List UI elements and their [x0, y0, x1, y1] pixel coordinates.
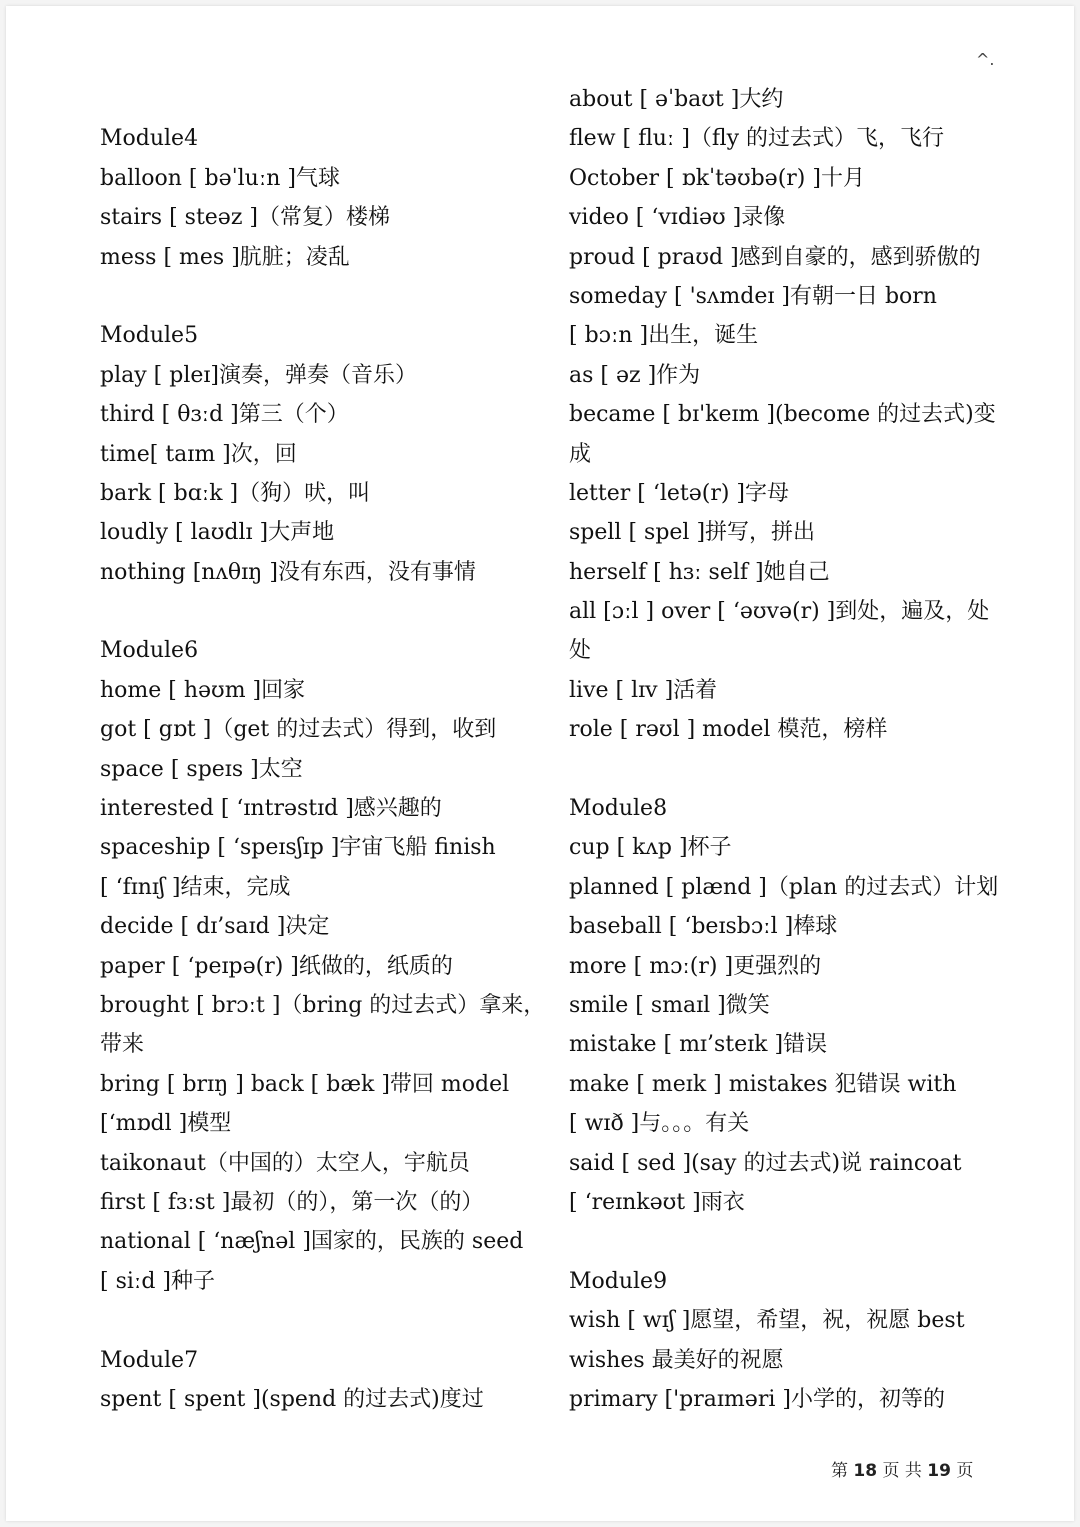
vocab-entry: live [ lɪv ]活着: [569, 677, 718, 703]
blank-line: [100, 592, 530, 631]
vocab-entry: [ bɔːn ]出生，诞生: [569, 323, 759, 349]
vocab-entry: first [ fɜːst ]最初（的），第一次（的）: [100, 1189, 484, 1215]
vocab-entry: letter [ ‘letə(r) ]字母: [569, 480, 790, 506]
right-column: [569, 80, 999, 1419]
vocab-entry: more [ mɔː(r) ]更强烈的: [569, 953, 822, 979]
blank-line: [100, 80, 530, 119]
vocab-entry: wish [ wɪʃ ]愿望，希望，祝，祝愿 best: [569, 1308, 965, 1334]
corner-mark: ^.: [976, 50, 995, 69]
vocab-entry: planned [ plænd ]（plan 的过去式）计划: [569, 874, 999, 900]
vocab-entry: make [ meɪk ] mistakes 犯错误 with: [569, 1071, 957, 1097]
vocab-entry: [ siːd ]种子: [100, 1268, 215, 1294]
vocab-entry: about [ əˈbaʊt ]大约: [569, 87, 784, 112]
vocab-entry: decide [ dɪ’saɪd ]决定: [100, 914, 330, 940]
vocab-entry: 带来: [100, 1032, 145, 1058]
vocab-entry: bring [ brɪŋ ] back [ bæk ]带回 model: [100, 1071, 510, 1097]
vocab-entry: balloon [ bəˈluːn ]气球: [100, 165, 341, 191]
blank-line: [569, 1222, 995, 1261]
vocab-entry: baseball [ ‘beɪsbɔːl ]棒球: [569, 914, 838, 940]
module-heading: Module6: [100, 638, 199, 664]
vocab-entry: herself [ hɜː self ]她自己: [569, 559, 830, 585]
module-heading: Module7: [100, 1347, 199, 1373]
left-column: [100, 80, 546, 1419]
vocab-entry: someday [ 'sʌmdeɪ ]有朝一日 born: [569, 283, 937, 309]
vocab-entry: spent [ spent ](spend 的过去式)度过: [100, 1386, 484, 1412]
vocab-entry: loudly [ laʊdlɪ ]大声地: [100, 520, 335, 546]
vocab-entry: bark [ bɑːk ]（狗）吠，叫: [100, 480, 371, 506]
vocab-entry: brought [ brɔːt ]（bring 的过去式）拿来，: [100, 992, 546, 1018]
vocab-entry: national [ ‘næʃnəl ]国家的，民族的 seed: [100, 1229, 524, 1255]
vocab-entry: [ wɪð ]与。。。有关: [569, 1111, 750, 1137]
blank-line: [569, 750, 995, 789]
module-heading: Module9: [569, 1268, 668, 1294]
blank-line: [100, 1301, 530, 1340]
vocab-entry: proud [ praʊd ]感到自豪的，感到骄傲的: [569, 244, 981, 270]
vocab-entry: got [ gɒt ]（get 的过去式）得到，收到: [100, 717, 497, 743]
vocab-entry: flew [ fluː ]（fly 的过去式）飞，飞行: [569, 126, 945, 152]
vocab-entry: mess [ mes ]肮脏；凌乱: [100, 244, 350, 270]
footer-total-pages: 19: [927, 1461, 951, 1481]
vocab-entry: third [ θɜːd ]第三（个）: [100, 402, 349, 428]
vocab-entry: said [ sed ](say 的过去式)说 raincoat: [569, 1150, 962, 1176]
vocab-entry: smile [ smaɪl ]微笑: [569, 992, 770, 1018]
vocab-entry: spaceship [ ‘speɪsʃɪp ]宇宙飞船 finish: [100, 835, 496, 861]
page-footer: [831, 1456, 973, 1481]
vocab-entry: role [ rəʊl ] model 模范，榜样: [569, 717, 888, 743]
vocab-entry: [ ‘reɪnkəʊt ]雨衣: [569, 1189, 745, 1215]
footer-prefix: 第: [831, 1461, 848, 1481]
document-page: [6, 6, 1074, 1521]
blank-line: [100, 277, 530, 316]
vocab-entry: 处: [569, 638, 592, 664]
vocab-entry: space [ speɪs ]太空: [100, 756, 303, 782]
module-heading: Module8: [569, 796, 668, 822]
vocab-entry: home [ həʊm ]回家: [100, 677, 306, 703]
vocab-entry: became [ bɪ'keɪm ](become 的过去式)变: [569, 402, 996, 428]
vocab-entry: interested [ ‘ɪntrəstɪd ]感兴趣的: [100, 796, 442, 822]
vocab-entry: paper [ ‘peɪpə(r) ]纸做的，纸质的: [100, 953, 453, 979]
vocab-entry: cup [ kʌp ]杯子: [569, 835, 732, 861]
vocab-entry: mistake [ mɪ’steɪk ]错误: [569, 1032, 828, 1058]
vocab-entry: video [ ‘vɪdiəʊ ]录像: [569, 205, 786, 231]
footer-middle: 页 共: [882, 1461, 922, 1481]
vocab-entry: spell [ spel ]拼写，拼出: [569, 520, 816, 546]
footer-suffix: 页: [956, 1461, 974, 1481]
vocab-entry: time[ taɪm ]次，回: [100, 441, 297, 467]
module-heading: Module4: [100, 126, 199, 152]
vocab-entry: [‘mɒdl ]模型: [100, 1111, 232, 1137]
vocab-entry: [ ‘fɪnɪʃ ]结束，完成: [100, 874, 291, 900]
vocab-entry: as [ əz ]作为: [569, 362, 701, 388]
vocab-entry: primary ['praɪməri ]小学的，初等的: [569, 1386, 945, 1412]
vocab-entry: all [ɔːl ] over [ ‘əʊvə(r) ]到处，遍及，处: [569, 599, 990, 625]
vocab-entry: nothing [nʌθɪŋ ]没有东西，没有事情: [100, 559, 476, 585]
vocab-entry: stairs [ steəz ]（常复）楼梯: [100, 205, 390, 231]
vocab-entry: taikonaut（中国的）太空人，宇航员: [100, 1150, 470, 1176]
vocab-entry: wishes 最美好的祝愿: [569, 1347, 784, 1373]
module-heading: Module5: [100, 323, 199, 349]
vocab-entry: play [ pleɪ]演奏，弹奏（音乐）: [100, 362, 417, 388]
footer-page-number: 18: [853, 1461, 878, 1481]
vocab-entry: 成: [569, 441, 592, 467]
vocab-entry: October [ ɒkˈtəʊbə(r) ]十月: [569, 165, 865, 191]
